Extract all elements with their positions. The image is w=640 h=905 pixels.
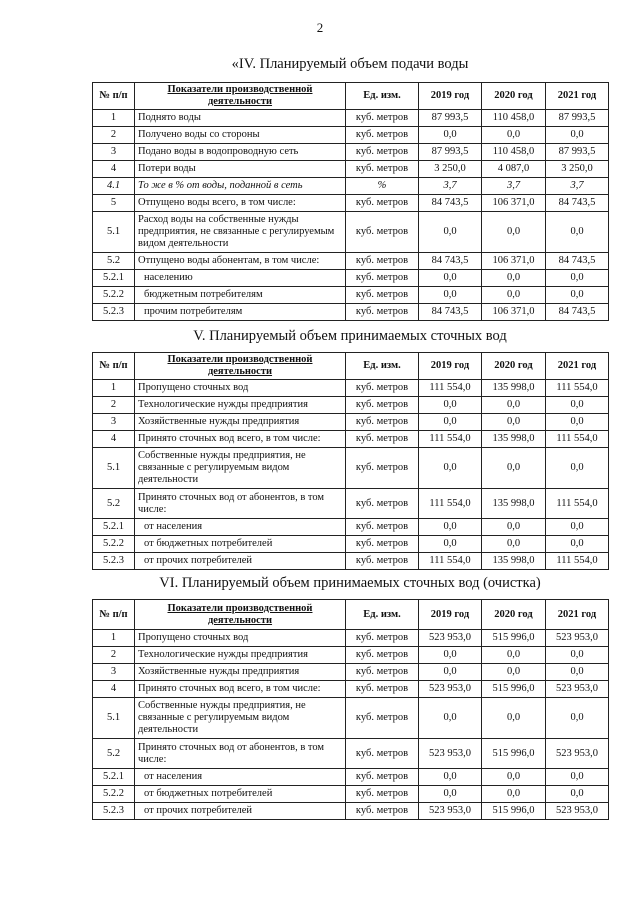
- value-2019: 84 743,5: [419, 253, 482, 270]
- section-title-water-supply: «IV. Планируемый объем подачи воды: [231, 56, 469, 72]
- value-2020: 0,0: [482, 127, 546, 144]
- row-number: 5.2.2: [93, 287, 135, 304]
- row-number: 1: [93, 630, 135, 647]
- table-row: [93, 489, 609, 519]
- unit-cell: куб. метров: [346, 397, 419, 414]
- table-row: [93, 161, 609, 178]
- value-2021: 111 554,0: [546, 553, 609, 570]
- indicator-name: Хозяйственные нужды предприятия: [135, 664, 346, 681]
- value-2021: 0,0: [546, 212, 609, 253]
- table-row: [93, 195, 609, 212]
- value-2021: 0,0: [546, 397, 609, 414]
- header-2020: 2020 год: [482, 353, 546, 380]
- value-2021: 84 743,5: [546, 195, 609, 212]
- value-2020: 0,0: [482, 536, 546, 553]
- indicator-name: Принято сточных вод всего, в том числе:: [135, 431, 346, 448]
- value-2020: 0,0: [482, 664, 546, 681]
- header-2019: 2019 год: [419, 83, 482, 110]
- value-2019: 0,0: [419, 698, 482, 739]
- table-row: [93, 270, 609, 287]
- value-2019: 0,0: [419, 212, 482, 253]
- indicator-name: Принято сточных вод от абонентов, в том числе:: [135, 489, 346, 519]
- indicator-name: Получено воды со стороны: [135, 127, 346, 144]
- value-2020: 515 996,0: [482, 739, 546, 769]
- table-row: [93, 397, 609, 414]
- indicator-name: Пропущено сточных вод: [135, 380, 346, 397]
- table-row: [93, 287, 609, 304]
- wastewater-treatment-table: [92, 599, 609, 820]
- value-2020: 106 371,0: [482, 195, 546, 212]
- unit-cell: куб. метров: [346, 489, 419, 519]
- row-number: 5.2.3: [93, 803, 135, 820]
- value-2021: 0,0: [546, 519, 609, 536]
- value-2020: 0,0: [482, 698, 546, 739]
- value-2020: 106 371,0: [482, 253, 546, 270]
- unit-cell: куб. метров: [346, 536, 419, 553]
- value-2020: 110 458,0: [482, 110, 546, 127]
- row-number: 2: [93, 397, 135, 414]
- row-number: 2: [93, 647, 135, 664]
- unit-cell: куб. метров: [346, 270, 419, 287]
- unit-cell: куб. метров: [346, 195, 419, 212]
- unit-cell: куб. метров: [346, 769, 419, 786]
- header-2020: 2020 год: [482, 600, 546, 630]
- row-number: 4: [93, 161, 135, 178]
- indicator-name: Принято сточных вод всего, в том числе:: [135, 681, 346, 698]
- row-number: 2: [93, 127, 135, 144]
- row-number: 5.2: [93, 739, 135, 769]
- unit-cell: куб. метров: [346, 380, 419, 397]
- value-2021: 523 953,0: [546, 739, 609, 769]
- table-row: [93, 110, 609, 127]
- indicator-name: Принято сточных вод от абонентов, в том числе:: [135, 739, 346, 769]
- unit-cell: куб. метров: [346, 698, 419, 739]
- header-2021: 2021 год: [546, 353, 609, 380]
- value-2019: 84 743,5: [419, 195, 482, 212]
- unit-cell: куб. метров: [346, 681, 419, 698]
- value-2020: 0,0: [482, 786, 546, 803]
- indicator-name: Пропущено сточных вод: [135, 630, 346, 647]
- table-row: [93, 144, 609, 161]
- section-title-wastewater-treatment: VI. Планируемый объем принимаемых сточных вод (очистка): [159, 575, 541, 591]
- indicator-name: То же в % от воды, поданной в сеть: [135, 178, 346, 195]
- row-number: 5.1: [93, 448, 135, 489]
- indicator-name: Технологические нужды предприятия: [135, 647, 346, 664]
- table-row: [93, 178, 609, 195]
- indicator-name: Собственные нужды предприятия, не связанные с регулируемым видом деятельности: [135, 698, 346, 739]
- value-2021: 111 554,0: [546, 489, 609, 519]
- indicator-name: Подано воды в водопроводную сеть: [135, 144, 346, 161]
- row-number: 5.2: [93, 253, 135, 270]
- unit-cell: куб. метров: [346, 739, 419, 769]
- indicator-name: Потери воды: [135, 161, 346, 178]
- value-2019: 523 953,0: [419, 681, 482, 698]
- row-number: 3: [93, 414, 135, 431]
- value-2019: 111 554,0: [419, 553, 482, 570]
- indicator-name: от прочих потребителей: [135, 803, 346, 820]
- value-2020: 0,0: [482, 397, 546, 414]
- header-unit: Ед. изм.: [346, 83, 419, 110]
- header-indicator-line2: деятельности: [207, 96, 273, 107]
- value-2021: 84 743,5: [546, 304, 609, 321]
- header-2019: 2019 год: [419, 600, 482, 630]
- row-number: 5.2.2: [93, 786, 135, 803]
- value-2019: 0,0: [419, 664, 482, 681]
- indicator-name: от прочих потребителей: [135, 553, 346, 570]
- value-2020: 135 998,0: [482, 380, 546, 397]
- indicator-name: прочим потребителям: [135, 304, 346, 321]
- unit-cell: куб. метров: [346, 448, 419, 489]
- value-2019: 0,0: [419, 414, 482, 431]
- value-2019: 84 743,5: [419, 304, 482, 321]
- value-2020: 3,7: [482, 178, 546, 195]
- unit-cell: куб. метров: [346, 414, 419, 431]
- value-2021: 0,0: [546, 536, 609, 553]
- value-2020: 515 996,0: [482, 803, 546, 820]
- unit-cell: куб. метров: [346, 212, 419, 253]
- indicator-name: Хозяйственные нужды предприятия: [135, 414, 346, 431]
- value-2020: 0,0: [482, 212, 546, 253]
- header-num: № п/п: [93, 600, 135, 630]
- value-2020: 135 998,0: [482, 553, 546, 570]
- value-2019: 0,0: [419, 786, 482, 803]
- value-2021: 0,0: [546, 698, 609, 739]
- water-supply-table: [92, 82, 609, 321]
- header-2020: 2020 год: [482, 83, 546, 110]
- table-row: [93, 212, 609, 253]
- row-number: 4: [93, 431, 135, 448]
- value-2020: 0,0: [482, 448, 546, 489]
- row-number: 3: [93, 664, 135, 681]
- value-2019: 0,0: [419, 536, 482, 553]
- value-2021: 0,0: [546, 287, 609, 304]
- table-row: [93, 739, 609, 769]
- indicator-name: от населения: [135, 519, 346, 536]
- value-2019: 523 953,0: [419, 803, 482, 820]
- header-row: [93, 600, 609, 630]
- header-indicator-line2: деятельности: [207, 366, 273, 377]
- value-2021: 0,0: [546, 127, 609, 144]
- value-2021: 87 993,5: [546, 144, 609, 161]
- value-2021: 0,0: [546, 647, 609, 664]
- row-number: 1: [93, 110, 135, 127]
- value-2019: 111 554,0: [419, 431, 482, 448]
- table-row: [93, 519, 609, 536]
- table-row: [93, 127, 609, 144]
- value-2019: 0,0: [419, 519, 482, 536]
- unit-cell: куб. метров: [346, 664, 419, 681]
- unit-cell: куб. метров: [346, 161, 419, 178]
- header-row: [93, 353, 609, 380]
- indicator-name: от бюджетных потребителей: [135, 786, 346, 803]
- indicator-name: Отпущено воды всего, в том числе:: [135, 195, 346, 212]
- indicator-name: населению: [135, 270, 346, 287]
- indicator-name: от бюджетных потребителей: [135, 536, 346, 553]
- value-2021: 111 554,0: [546, 380, 609, 397]
- value-2020: 0,0: [482, 287, 546, 304]
- unit-cell: куб. метров: [346, 144, 419, 161]
- value-2019: 0,0: [419, 769, 482, 786]
- value-2019: 523 953,0: [419, 739, 482, 769]
- row-number: 5: [93, 195, 135, 212]
- table-row: [93, 414, 609, 431]
- unit-cell: %: [346, 178, 419, 195]
- header-indicator: [135, 83, 346, 110]
- value-2020: 0,0: [482, 270, 546, 287]
- value-2019: 111 554,0: [419, 489, 482, 519]
- value-2020: 0,0: [482, 769, 546, 786]
- indicator-name: от населения: [135, 769, 346, 786]
- value-2021: 3 250,0: [546, 161, 609, 178]
- value-2020: 515 996,0: [482, 681, 546, 698]
- row-number: 4: [93, 681, 135, 698]
- table-row: [93, 769, 609, 786]
- table-row: [93, 304, 609, 321]
- table-row: [93, 630, 609, 647]
- wastewater-intake-table: [92, 352, 609, 570]
- table-row: [93, 380, 609, 397]
- value-2020: 135 998,0: [482, 431, 546, 448]
- header-row: [93, 83, 609, 110]
- value-2020: 0,0: [482, 647, 546, 664]
- value-2019: 87 993,5: [419, 110, 482, 127]
- header-indicator: [135, 600, 346, 630]
- table-row: [93, 803, 609, 820]
- value-2019: 0,0: [419, 287, 482, 304]
- value-2021: 523 953,0: [546, 681, 609, 698]
- table-row: [93, 681, 609, 698]
- indicator-name: бюджетным потребителям: [135, 287, 346, 304]
- value-2020: 0,0: [482, 414, 546, 431]
- unit-cell: куб. метров: [346, 647, 419, 664]
- table-row: [93, 448, 609, 489]
- indicator-name: Отпущено воды абонентам, в том числе:: [135, 253, 346, 270]
- header-unit: Ед. изм.: [346, 353, 419, 380]
- header-indicator-line1: Показатели производственной: [167, 602, 313, 614]
- table-row: [93, 647, 609, 664]
- row-number: 5.2.3: [93, 304, 135, 321]
- value-2019: 3,7: [419, 178, 482, 195]
- table-row: [93, 553, 609, 570]
- unit-cell: куб. метров: [346, 786, 419, 803]
- unit-cell: куб. метров: [346, 110, 419, 127]
- unit-cell: куб. метров: [346, 287, 419, 304]
- table-row: [93, 698, 609, 739]
- value-2020: 106 371,0: [482, 304, 546, 321]
- row-number: 4.1: [93, 178, 135, 195]
- value-2020: 515 996,0: [482, 630, 546, 647]
- indicator-name: Расход воды на собственные нужды предприятия, не связанные с регулируемым видом деятельности: [135, 212, 346, 253]
- row-number: 5.2: [93, 489, 135, 519]
- table-row: [93, 536, 609, 553]
- header-indicator-line1: Показатели производственной: [167, 354, 313, 366]
- table-row: [93, 253, 609, 270]
- row-number: 5.1: [93, 212, 135, 253]
- unit-cell: куб. метров: [346, 803, 419, 820]
- value-2021: 0,0: [546, 786, 609, 803]
- indicator-name: Поднято воды: [135, 110, 346, 127]
- row-number: 5.1: [93, 698, 135, 739]
- header-indicator-line1: Показатели производственной: [167, 84, 313, 96]
- value-2020: 4 087,0: [482, 161, 546, 178]
- unit-cell: куб. метров: [346, 253, 419, 270]
- row-number: 5.2.2: [93, 536, 135, 553]
- row-number: 5.2.1: [93, 769, 135, 786]
- header-indicator-line2: деятельности: [207, 614, 273, 626]
- table-row: [93, 786, 609, 803]
- table-row: [93, 431, 609, 448]
- value-2020: 0,0: [482, 519, 546, 536]
- row-number: 3: [93, 144, 135, 161]
- table-row: [93, 664, 609, 681]
- value-2019: 523 953,0: [419, 630, 482, 647]
- unit-cell: куб. метров: [346, 519, 419, 536]
- header-unit: Ед. изм.: [346, 600, 419, 630]
- unit-cell: куб. метров: [346, 127, 419, 144]
- value-2021: 0,0: [546, 769, 609, 786]
- value-2021: 87 993,5: [546, 110, 609, 127]
- value-2020: 110 458,0: [482, 144, 546, 161]
- header-indicator: [135, 353, 346, 380]
- row-number: 5.2.1: [93, 270, 135, 287]
- header-2021: 2021 год: [546, 83, 609, 110]
- row-number: 1: [93, 380, 135, 397]
- unit-cell: куб. метров: [346, 553, 419, 570]
- section-title-wastewater-intake: V. Планируемый объем принимаемых сточных вод: [193, 328, 507, 344]
- value-2019: 0,0: [419, 127, 482, 144]
- unit-cell: куб. метров: [346, 304, 419, 321]
- header-num: № п/п: [93, 83, 135, 110]
- header-num: № п/п: [93, 353, 135, 380]
- value-2021: 0,0: [546, 414, 609, 431]
- value-2021: 523 953,0: [546, 630, 609, 647]
- row-number: 5.2.3: [93, 553, 135, 570]
- value-2019: 0,0: [419, 270, 482, 287]
- value-2019: 3 250,0: [419, 161, 482, 178]
- value-2021: 0,0: [546, 270, 609, 287]
- value-2021: 3,7: [546, 178, 609, 195]
- indicator-name: Технологические нужды предприятия: [135, 397, 346, 414]
- page-number: 2: [316, 20, 324, 35]
- value-2019: 87 993,5: [419, 144, 482, 161]
- header-2021: 2021 год: [546, 600, 609, 630]
- value-2019: 0,0: [419, 448, 482, 489]
- indicator-name: Собственные нужды предприятия, не связанные с регулируемым видом деятельности: [135, 448, 346, 489]
- row-number: 5.2.1: [93, 519, 135, 536]
- value-2021: 523 953,0: [546, 803, 609, 820]
- value-2021: 0,0: [546, 448, 609, 489]
- header-2019: 2019 год: [419, 353, 482, 380]
- value-2021: 84 743,5: [546, 253, 609, 270]
- value-2019: 111 554,0: [419, 380, 482, 397]
- value-2021: 0,0: [546, 664, 609, 681]
- value-2019: 0,0: [419, 397, 482, 414]
- value-2019: 0,0: [419, 647, 482, 664]
- unit-cell: куб. метров: [346, 630, 419, 647]
- unit-cell: куб. метров: [346, 431, 419, 448]
- value-2021: 111 554,0: [546, 431, 609, 448]
- value-2020: 135 998,0: [482, 489, 546, 519]
